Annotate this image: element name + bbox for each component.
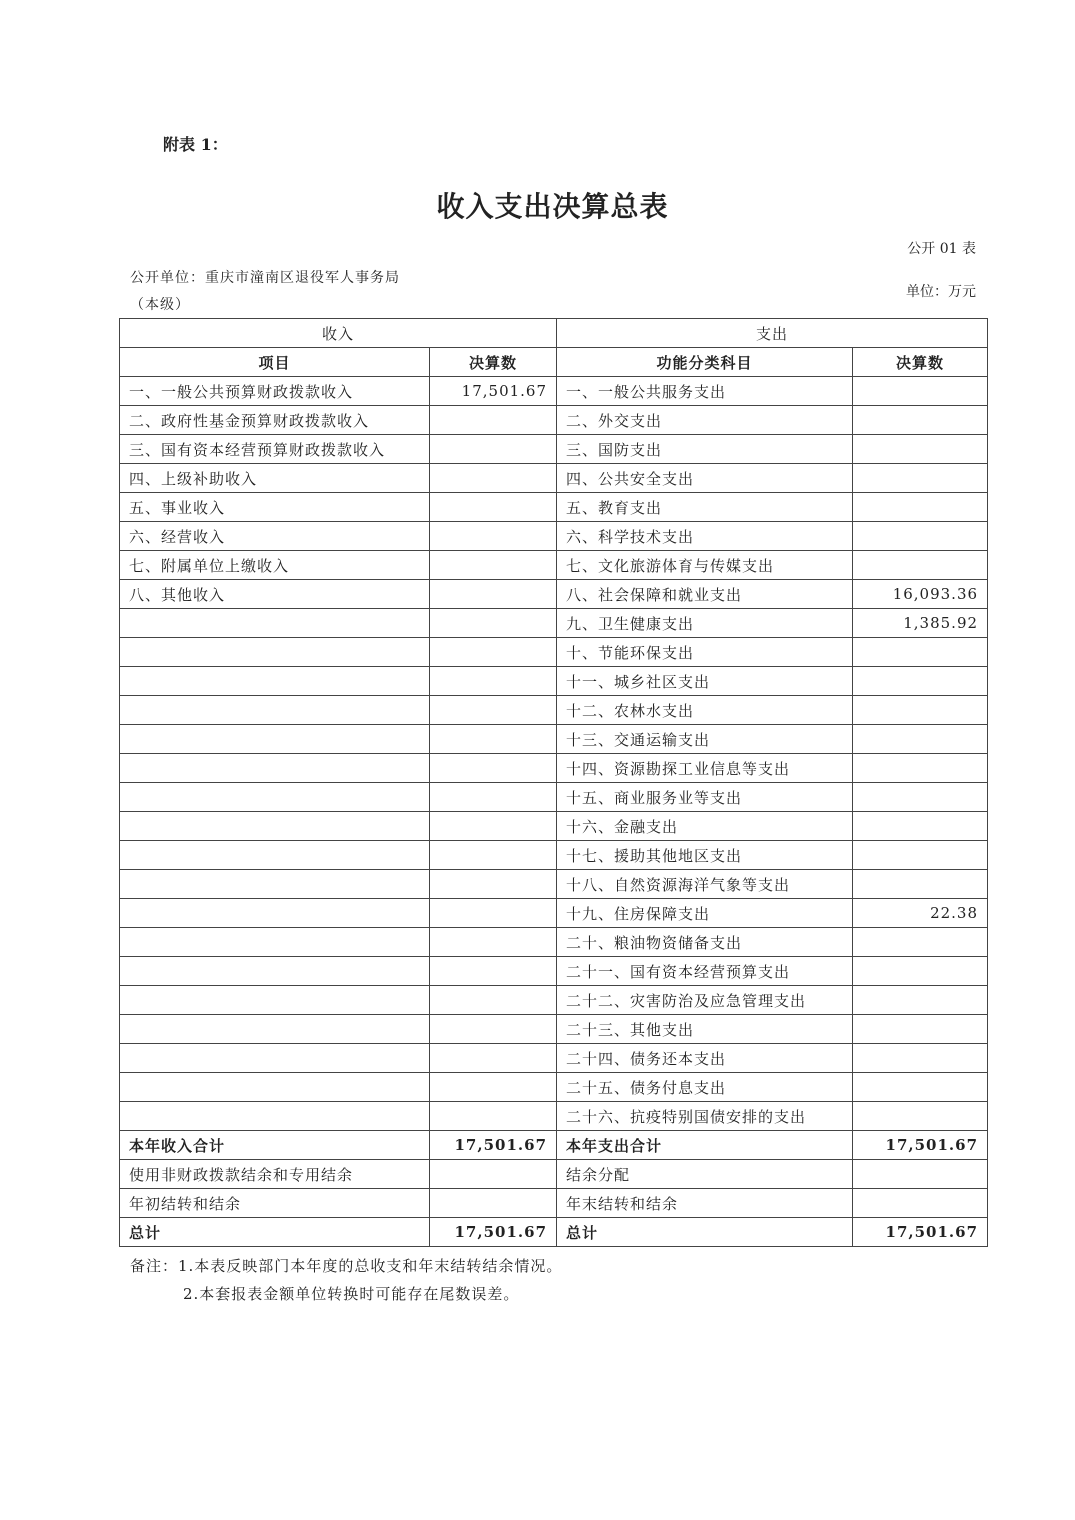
table-row (120, 986, 988, 1015)
table-row (120, 1044, 988, 1073)
expense-amount-cell (853, 841, 988, 870)
income-item-cell (120, 667, 430, 696)
expense-section-header: 支出 (557, 319, 988, 348)
income-item-cell (120, 957, 430, 986)
table-row (120, 609, 988, 638)
income-amount-cell (430, 435, 557, 464)
expense-amount-cell: 16,093.36 (853, 580, 988, 609)
table-code: 公开 01 表 (907, 241, 976, 257)
income-item-cell: 八、其他收入 (120, 580, 430, 609)
expense-item-cell: 十五、商业服务业等支出 (557, 783, 853, 812)
summary-row (120, 1131, 988, 1160)
income-item-cell: 总计 (120, 1218, 430, 1247)
expense-amount-cell (853, 957, 988, 986)
note-line-1: 备注：1.本表反映部门本年度的总收支和年末结转结余情况。 (130, 1257, 563, 1275)
expense-item-cell: 二十五、债务付息支出 (557, 1073, 853, 1102)
expense-amount-cell (853, 551, 988, 580)
expense-amount-cell (853, 667, 988, 696)
table-row (120, 899, 988, 928)
expense-item-cell: 十四、资源勘探工业信息等支出 (557, 754, 853, 783)
income-item-cell (120, 696, 430, 725)
reporting-unit-line2: （本级） (130, 297, 190, 313)
income-amount-cell (430, 986, 557, 1015)
income-item-cell (120, 1015, 430, 1044)
income-item-cell: 五、事业收入 (120, 493, 430, 522)
expense-item-cell: 十一、城乡社区支出 (557, 667, 853, 696)
income-item-cell: 四、上级补助收入 (120, 464, 430, 493)
income-item-cell: 年初结转和结余 (120, 1189, 430, 1218)
table-row (120, 841, 988, 870)
table-row (120, 522, 988, 551)
expense-item-cell: 十六、金融支出 (557, 812, 853, 841)
table-row (120, 638, 988, 667)
expense-amount-cell (853, 406, 988, 435)
income-item-cell: 使用非财政拨款结余和专用结余 (120, 1160, 430, 1189)
expense-amount-cell (853, 725, 988, 754)
attachment-label: 附表 1： (163, 135, 228, 154)
expense-amount-cell (853, 696, 988, 725)
currency-unit: 单位：万元 (906, 284, 976, 300)
income-item-cell (120, 899, 430, 928)
expense-amount-cell (853, 870, 988, 899)
income-amount-column-header: 决算数 (430, 348, 557, 377)
expense-amount-cell: 17,501.67 (853, 1131, 988, 1160)
income-item-cell (120, 609, 430, 638)
income-amount-cell (430, 580, 557, 609)
section-header-row (120, 319, 988, 348)
income-amount-cell (430, 957, 557, 986)
expense-item-cell: 二十一、国有资本经营预算支出 (557, 957, 853, 986)
expense-amount-cell (853, 1160, 988, 1189)
summary-row (120, 1189, 988, 1218)
note-line-2: 2.本套报表金额单位转换时可能存在尾数误差。 (183, 1285, 520, 1303)
income-section-header: 收入 (120, 319, 557, 348)
income-amount-cell (430, 1015, 557, 1044)
income-amount-cell (430, 696, 557, 725)
item-column-header: 项目 (120, 348, 430, 377)
income-item-cell (120, 783, 430, 812)
expense-item-cell: 二、外交支出 (557, 406, 853, 435)
category-column-header: 功能分类科目 (557, 348, 853, 377)
income-item-cell: 本年收入合计 (120, 1131, 430, 1160)
expense-item-cell: 十八、自然资源海洋气象等支出 (557, 870, 853, 899)
expense-amount-cell (853, 754, 988, 783)
page-title: 收入支出决算总表 (436, 190, 669, 223)
expense-amount-cell (853, 1015, 988, 1044)
expense-item-cell: 七、文化旅游体育与传媒支出 (557, 551, 853, 580)
income-amount-cell (430, 1160, 557, 1189)
income-item-cell: 六、经营收入 (120, 522, 430, 551)
income-amount-cell (430, 638, 557, 667)
income-amount-cell: 17,501.67 (430, 1131, 557, 1160)
expense-item-cell: 十三、交通运输支出 (557, 725, 853, 754)
expense-amount-cell (853, 1044, 988, 1073)
expense-item-cell: 十七、援助其他地区支出 (557, 841, 853, 870)
income-amount-cell (430, 754, 557, 783)
expense-item-cell: 三、国防支出 (557, 435, 853, 464)
income-item-cell: 二、政府性基金预算财政拨款收入 (120, 406, 430, 435)
income-item-cell: 三、国有资本经营预算财政拨款收入 (120, 435, 430, 464)
table-row (120, 1015, 988, 1044)
expense-item-cell: 五、教育支出 (557, 493, 853, 522)
income-item-cell (120, 986, 430, 1015)
income-amount-cell (430, 1102, 557, 1131)
summary-row (120, 1160, 988, 1189)
expense-item-cell: 九、卫生健康支出 (557, 609, 853, 638)
income-amount-cell (430, 522, 557, 551)
income-item-cell (120, 928, 430, 957)
income-amount-cell (430, 1044, 557, 1073)
income-amount-cell (430, 1073, 557, 1102)
reporting-unit (130, 265, 400, 319)
expense-item-cell: 本年支出合计 (557, 1131, 853, 1160)
expense-item-cell: 四、公共安全支出 (557, 464, 853, 493)
expense-amount-cell (853, 812, 988, 841)
income-amount-cell (430, 609, 557, 638)
reporting-unit-line1: 公开单位：重庆市潼南区退役军人事务局 (130, 270, 400, 286)
table-row (120, 957, 988, 986)
income-amount-cell (430, 406, 557, 435)
income-amount-cell (430, 551, 557, 580)
expense-amount-cell (853, 522, 988, 551)
expense-amount-cell (853, 1102, 988, 1131)
income-amount-cell (430, 493, 557, 522)
table-row (120, 551, 988, 580)
table-row (120, 667, 988, 696)
expense-amount-cell: 17,501.67 (853, 1218, 988, 1247)
expense-item-cell: 年末结转和结余 (557, 1189, 853, 1218)
income-amount-cell (430, 1189, 557, 1218)
expense-item-cell: 十、节能环保支出 (557, 638, 853, 667)
income-amount-cell (430, 725, 557, 754)
income-amount-cell (430, 667, 557, 696)
table-row (120, 783, 988, 812)
table-row (120, 435, 988, 464)
income-item-cell (120, 812, 430, 841)
expense-amount-cell (853, 1073, 988, 1102)
income-amount-cell (430, 899, 557, 928)
expense-item-cell: 总计 (557, 1218, 853, 1247)
expense-item-cell: 十二、农林水支出 (557, 696, 853, 725)
table-row (120, 406, 988, 435)
column-header-row (120, 348, 988, 377)
income-amount-cell (430, 870, 557, 899)
table-row (120, 1073, 988, 1102)
income-item-cell (120, 725, 430, 754)
table-row (120, 1102, 988, 1131)
table-row (120, 812, 988, 841)
expense-item-cell: 二十六、抗疫特别国债安排的支出 (557, 1102, 853, 1131)
expense-amount-cell (853, 638, 988, 667)
expense-amount-cell: 22.38 (853, 899, 988, 928)
income-item-cell (120, 754, 430, 783)
expense-amount-cell (853, 783, 988, 812)
table-row (120, 696, 988, 725)
expense-amount-column-header: 决算数 (853, 348, 988, 377)
income-amount-cell (430, 928, 557, 957)
income-amount-cell: 17,501.67 (430, 377, 557, 406)
income-amount-cell (430, 464, 557, 493)
table-row (120, 493, 988, 522)
income-item-cell (120, 638, 430, 667)
expense-amount-cell: 1,385.92 (853, 609, 988, 638)
table-row (120, 464, 988, 493)
expense-amount-cell (853, 377, 988, 406)
summary-row (120, 1218, 988, 1247)
expense-item-cell: 十九、住房保障支出 (557, 899, 853, 928)
expense-item-cell: 二十三、其他支出 (557, 1015, 853, 1044)
income-item-cell (120, 1102, 430, 1131)
expense-amount-cell (853, 928, 988, 957)
expense-amount-cell (853, 1189, 988, 1218)
expense-item-cell: 六、科学技术支出 (557, 522, 853, 551)
income-item-cell (120, 870, 430, 899)
table-row (120, 754, 988, 783)
income-amount-cell (430, 841, 557, 870)
income-amount-cell (430, 812, 557, 841)
income-item-cell (120, 1044, 430, 1073)
income-expense-table (119, 318, 988, 1247)
income-item-cell: 一、一般公共预算财政拨款收入 (120, 377, 430, 406)
income-amount-cell: 17,501.67 (430, 1218, 557, 1247)
table-row (120, 870, 988, 899)
expense-item-cell: 结余分配 (557, 1160, 853, 1189)
expense-item-cell: 二十、粮油物资储备支出 (557, 928, 853, 957)
income-item-cell (120, 1073, 430, 1102)
income-item-cell (120, 841, 430, 870)
income-amount-cell (430, 783, 557, 812)
expense-item-cell: 八、社会保障和就业支出 (557, 580, 853, 609)
expense-amount-cell (853, 464, 988, 493)
table-row (120, 580, 988, 609)
notes (130, 1252, 562, 1308)
expense-amount-cell (853, 986, 988, 1015)
table-row (120, 725, 988, 754)
expense-item-cell: 一、一般公共服务支出 (557, 377, 853, 406)
expense-amount-cell (853, 435, 988, 464)
expense-item-cell: 二十二、灾害防治及应急管理支出 (557, 986, 853, 1015)
expense-amount-cell (853, 493, 988, 522)
table-row (120, 377, 988, 406)
income-item-cell: 七、附属单位上缴收入 (120, 551, 430, 580)
table-row (120, 928, 988, 957)
expense-item-cell: 二十四、债务还本支出 (557, 1044, 853, 1073)
